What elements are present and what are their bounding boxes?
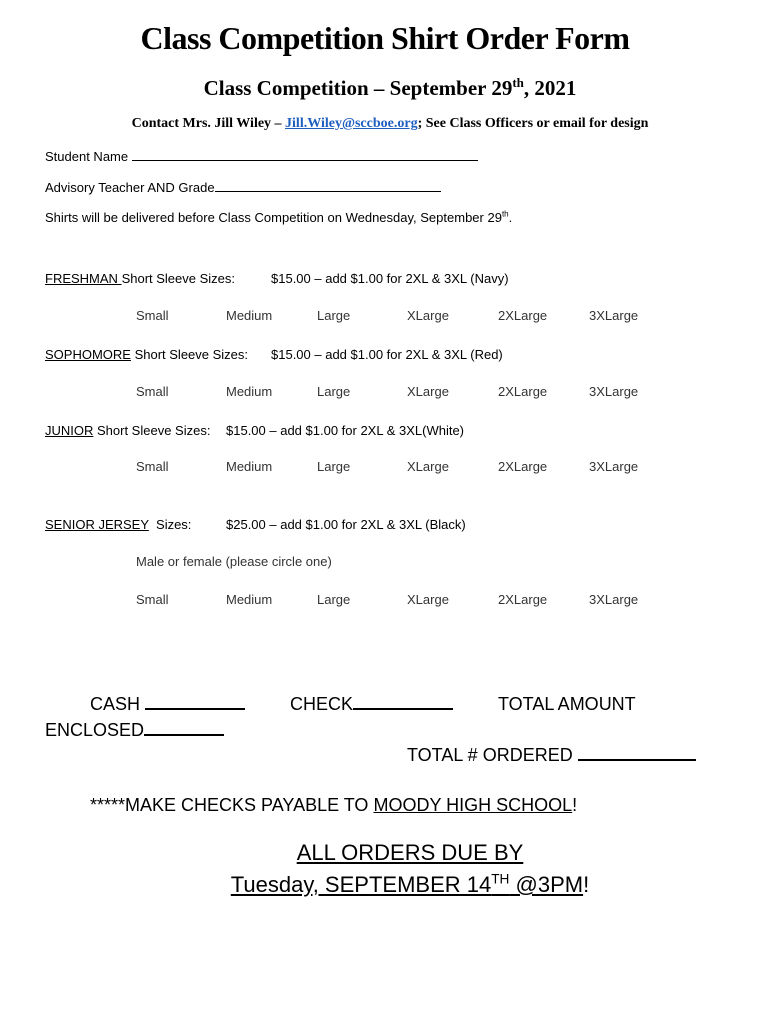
junior-size-small[interactable]: Small: [136, 459, 169, 474]
senior-size-large[interactable]: Large: [317, 592, 351, 607]
junior-class-name: JUNIOR: [45, 423, 94, 438]
student-name-label: Student Name: [45, 149, 129, 164]
junior-size-xlarge[interactable]: XLarge: [407, 459, 449, 474]
advisory-field: [45, 179, 441, 195]
subtitle-year: , 2021: [523, 76, 577, 100]
check-label: CHECK: [290, 694, 354, 714]
freshman-size-row: [0, 308, 770, 328]
delivery-note: [45, 210, 512, 225]
senior-heading: [45, 517, 191, 532]
senior-size-row: [0, 592, 770, 612]
senior-label: Sizes:: [148, 517, 192, 532]
senior-size-2xlarge[interactable]: 2XLarge: [498, 592, 548, 607]
cash-field: [90, 694, 245, 715]
due-date-text: [231, 872, 583, 897]
delivery-sup: th: [501, 209, 509, 219]
junior-price: $15.00 – add $1.00 for 2XL & 3XL(White): [226, 423, 465, 438]
checks-note-prefix: *****MAKE CHECKS PAYABLE TO: [90, 795, 374, 815]
subtitle-sup: th: [512, 75, 524, 90]
sophomore-class-name: SOPHOMORE: [45, 347, 131, 362]
contact-suffix: ; See Class Officers or email for design: [417, 116, 649, 131]
senior-size-xlarge[interactable]: XLarge: [407, 592, 449, 607]
senior-gender-note[interactable]: Male or female (please circle one): [136, 554, 332, 569]
freshman-price: $15.00 – add $1.00 for 2XL & 3XL (Navy): [271, 271, 509, 286]
freshman-heading: [45, 271, 235, 286]
cash-label: CASH: [90, 694, 141, 714]
contact-line: [0, 116, 770, 132]
due-heading: ALL ORDERS DUE BY: [296, 840, 524, 865]
due-date-exclaim: !: [583, 872, 590, 897]
sophomore-size-medium[interactable]: Medium: [226, 384, 273, 399]
contact-prefix: Contact Mrs. Jill Wiley –: [131, 116, 286, 131]
due-line-1: [0, 840, 770, 866]
sophomore-label: Short Sleeve Sizes:: [130, 347, 249, 362]
enclosed-field: [45, 720, 224, 741]
sophomore-size-2xlarge[interactable]: 2XLarge: [498, 384, 548, 399]
sophomore-price: $15.00 – add $1.00 for 2XL & 3XL (Red): [271, 347, 503, 362]
student-name-field: [45, 148, 478, 164]
sophomore-size-small[interactable]: Small: [136, 384, 169, 399]
freshman-size-3xlarge[interactable]: 3XLarge: [589, 308, 639, 323]
freshman-size-large[interactable]: Large: [317, 308, 351, 323]
form-subtitle: [0, 76, 770, 101]
senior-size-small[interactable]: Small: [136, 592, 169, 607]
checks-payable-note: [90, 795, 577, 816]
check-blank[interactable]: [353, 694, 453, 710]
junior-size-large[interactable]: Large: [317, 459, 351, 474]
delivery-text: Shirts will be delivered before Class Competition on Wednesday, September 29: [45, 210, 502, 225]
checks-note-school: MOODY HIGH SCHOOL: [373, 795, 573, 815]
senior-price: $25.00 – add $1.00 for 2XL & 3XL (Black): [226, 517, 466, 532]
check-field: [290, 694, 453, 715]
freshman-label: Short Sleeve Sizes:: [121, 271, 236, 286]
advisory-label: Advisory Teacher AND Grade: [45, 180, 215, 195]
delivery-period: .: [508, 210, 513, 225]
junior-size-row: [0, 459, 770, 479]
contact-email-link[interactable]: Jill.Wiley@sccboe.org: [285, 116, 418, 131]
sophomore-size-xlarge[interactable]: XLarge: [407, 384, 449, 399]
due-line-2: [0, 872, 770, 898]
freshman-size-medium[interactable]: Medium: [226, 308, 273, 323]
due-date-sup: TH: [491, 871, 510, 887]
senior-class-name: SENIOR JERSEY: [45, 517, 149, 532]
due-date-prefix: Tuesday, SEPTEMBER 14: [230, 872, 492, 897]
enclosed-label: ENCLOSED: [45, 720, 145, 740]
junior-size-2xlarge[interactable]: 2XLarge: [498, 459, 548, 474]
checks-note-suffix: !: [572, 795, 578, 815]
junior-label: Short Sleeve Sizes:: [93, 423, 211, 438]
junior-size-3xlarge[interactable]: 3XLarge: [589, 459, 639, 474]
due-date-time: @3PM: [509, 872, 584, 897]
freshman-size-2xlarge[interactable]: 2XLarge: [498, 308, 548, 323]
freshman-size-small[interactable]: Small: [136, 308, 169, 323]
total-ordered-label: TOTAL # ORDERED: [407, 745, 573, 765]
total-ordered-blank[interactable]: [578, 745, 696, 761]
sophomore-heading: [45, 347, 248, 362]
total-amount-label: TOTAL AMOUNT: [498, 694, 636, 714]
cash-blank[interactable]: [145, 694, 245, 710]
junior-size-medium[interactable]: Medium: [226, 459, 273, 474]
senior-size-3xlarge[interactable]: 3XLarge: [589, 592, 639, 607]
freshman-class-name: FRESHMAN: [45, 271, 122, 286]
sophomore-size-row: [0, 384, 770, 404]
enclosed-blank[interactable]: [144, 720, 224, 736]
student-name-blank[interactable]: [132, 148, 478, 161]
freshman-size-xlarge[interactable]: XLarge: [407, 308, 449, 323]
senior-size-medium[interactable]: Medium: [226, 592, 273, 607]
junior-heading: [45, 423, 210, 438]
total-ordered-field: [407, 745, 696, 766]
subtitle-text: Class Competition – September 29: [203, 76, 513, 100]
form-title: Class Competition Shirt Order Form: [140, 20, 630, 56]
sophomore-size-large[interactable]: Large: [317, 384, 351, 399]
sophomore-size-3xlarge[interactable]: 3XLarge: [589, 384, 639, 399]
advisory-blank[interactable]: [215, 179, 441, 192]
